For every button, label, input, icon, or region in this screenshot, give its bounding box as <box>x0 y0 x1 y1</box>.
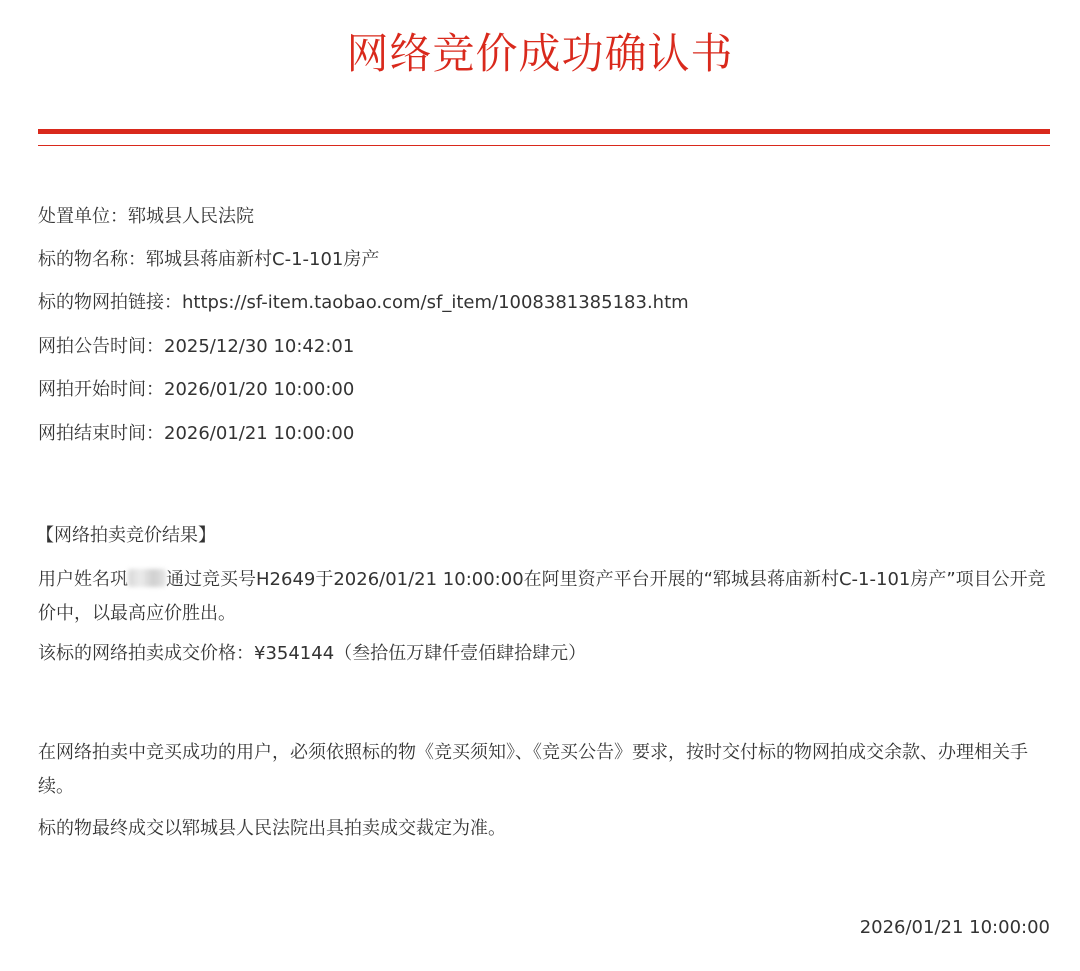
info-value: 2025/12/30 10:42:01 <box>164 336 355 357</box>
info-value: 2026/01/20 10:00:00 <box>164 379 355 400</box>
info-start-time <box>38 376 354 404</box>
result-heading: 【网络拍卖竞价结果】 <box>36 525 216 546</box>
info-label: 处置单位： <box>38 206 128 227</box>
notice-paragraph-1: 在网络拍卖中竞买成功的用户，必须依照标的物《竞买须知》、《竞买公告》要求，按时交付标的物网拍成交余款、办理相关手续。 <box>38 742 1028 797</box>
info-item-link <box>38 289 689 317</box>
info-label: 网拍公告时间： <box>38 336 164 357</box>
result-text: 通过竞买号H2649于2026/01/21 10:00:00在阿里资产平台开展的“郓城县蒋庙新村C-1-101房产”项目公开竞价中，以最高应价胜出。 <box>38 569 1046 624</box>
info-end-time <box>38 420 354 448</box>
info-value: 郓城县人民法院 <box>128 206 254 227</box>
info-disposal-unit <box>38 203 254 231</box>
info-value: 2026/01/21 10:00:00 <box>164 423 355 444</box>
info-item-name <box>38 246 379 274</box>
info-value: 郓城县蒋庙新村C-1-101房产 <box>146 249 380 270</box>
info-value: https://sf-item.taobao.com/sf_item/1008381385183.htm <box>182 292 689 313</box>
price-line: 该标的网络拍卖成交价格：¥354144（叁拾伍万肆仟壹佰肆拾肆元） <box>38 643 587 664</box>
info-announce-time <box>38 333 354 361</box>
title-divider-thin <box>38 145 1050 146</box>
info-label: 网拍结束时间： <box>38 423 164 444</box>
result-prefix: 用户姓名巩 <box>38 569 128 590</box>
info-label: 标的物名称： <box>38 249 146 270</box>
document-date: 2026/01/21 10:00:00 <box>859 917 1050 938</box>
info-label: 标的物网拍链接： <box>38 292 182 313</box>
redacted-name <box>128 569 166 587</box>
document-title: 网络竞价成功确认书 <box>346 29 734 78</box>
result-paragraph <box>38 563 1048 631</box>
info-label: 网拍开始时间： <box>38 379 164 400</box>
title-divider-thick <box>38 129 1050 134</box>
notice-paragraph-2: 标的物最终成交以郓城县人民法院出具拍卖成交裁定为准。 <box>38 818 506 839</box>
